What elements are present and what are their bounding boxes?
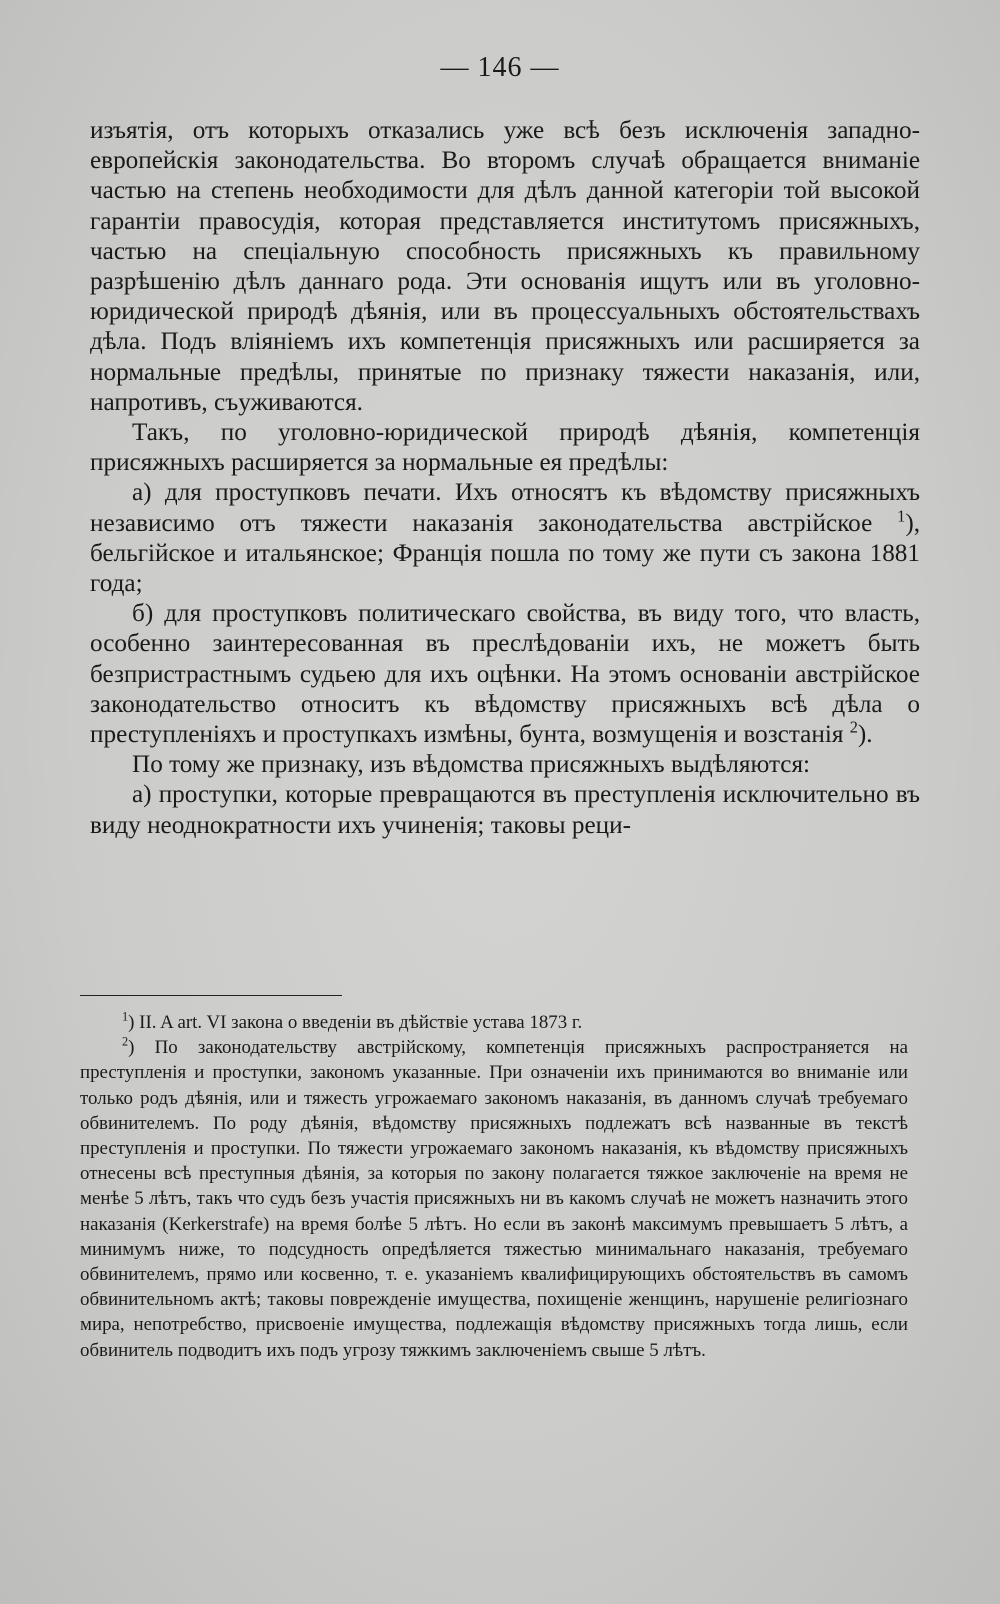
footnote-mark-1: 1 xyxy=(122,1009,129,1024)
paragraph-2: Такъ, по уголовно-юридической природѣ дѣянія, компетенція присяжныхъ расширяется за нормальные ея предѣлы: xyxy=(90,419,920,477)
paragraph-6: а) проступки, которые превращаются въ преступленія исключительно въ виду неоднократности ихъ учиненія; таковы реци- xyxy=(90,781,920,839)
footnote-ref-2: 2 xyxy=(849,717,858,737)
footnotes xyxy=(80,1010,908,1363)
main-text xyxy=(90,116,920,841)
footnote-mark-2: 2 xyxy=(122,1034,129,1049)
footnote-1: $^1$) II. A art. VI закона о введеніи въ дѣйствіе устава 1873 г. xyxy=(122,1009,583,1033)
paragraph-1: изъятія, отъ которыхъ отказались уже всѣ безъ исключенія западно-европейскія законодательства. Во второмъ случаѣ обращается вниманіе частью на степень необходимости для дѣлъ данной категоріи той высокой гарантіи правосудія, которая представляется институтомъ присяжныхъ, частью на спеціальную способность присяжныхъ къ правильному разрѣшенію дѣлъ даннаго рода. Эти основанія ищутъ или въ уголовно-юридической природѣ дѣянія, или въ процессуальныхъ обстоятельствахъ дѣла. Подъ вліяніемъ ихъ компетенція присяжныхъ или расширяется за нормальные предѣлы, принятые по признаку тяжести наказанія, или, напротивъ, съуживаются. xyxy=(90,117,920,416)
paragraph-4-tail: ). xyxy=(857,721,873,749)
footnote-1-text: II. A art. VI закона о введеніи въ дѣйствіе устава 1873 г. xyxy=(139,1012,583,1033)
paragraph-3 xyxy=(90,478,920,599)
page-number: — 146 — xyxy=(440,52,560,83)
footnote-separator xyxy=(80,995,342,996)
paragraph-3-tail: ), бельгійское и итальянское; Франція пошла по тому же пути съ закона 1881 года; xyxy=(90,509,920,598)
footnote-2: $^2$) По законодательству австрійскому, компетенція присяжныхъ распространяется на преступленія и проступки, закономъ указанные. При означеніи ихъ принимаются во вниманіе или только родъ дѣянія, или и тяжесть угрожаемаго закономъ наказанія, въ данномъ случаѣ требуемаго обвинителемъ. По роду дѣянія, вѣдомству присяжныхъ подлежатъ всѣ названные въ текстѣ преступленія и проступки. По тяжести угрожаемаго закономъ наказанія, къ вѣдомству присяжныхъ отнесены всѣ преступныя дѣянія, за которыя по закону полагается тяжкое заключеніе на время не менѣе 5 лѣтъ, такъ что судъ безъ участія присяжныхъ ни въ какомъ случаѣ не можетъ назначить этого наказанія (Kerkerstrafe) на время болѣе 5 лѣтъ. Но если въ законѣ максимумъ превышаетъ 5 лѣтъ, а минимумъ ниже, то подсудность опредѣляется тяжестью минимальнаго наказанія, требуемаго обвинителемъ, прямо или косвенно, т. е. указаніемъ квалифицирующихъ обстоятельствъ въ самомъ обвинительномъ актѣ; таковы поврежденіе имущества, похищеніе женщинъ, нарушеніе религіознаго мира, непотребство, присвоеніе имущества, подлежащія вѣдомству присяжныхъ тогда лишь, если обвинитель подводитъ ихъ подъ угрозу тяжкимъ заключеніемъ свыше 5 лѣтъ. xyxy=(80,1034,908,1361)
footnote-ref-1: 1 xyxy=(897,506,906,526)
paragraph-4 xyxy=(90,599,920,750)
paragraph-3-text: а) для проступковъ печати. Ихъ относятъ къ вѣдомству присяжныхъ независимо отъ тяжести наказанія законодательства австрійское xyxy=(90,479,920,537)
footnote-2-text: По законодательству австрійскому, компетенція присяжныхъ распространяется на преступленія и проступки, закономъ указанные. При означеніи ихъ принимаются во вниманіе или только родъ дѣянія, или и тяжесть угрожаемаго закономъ наказанія, въ данномъ случаѣ требуемаго обвинителемъ. По роду дѣянія, вѣдомству присяжныхъ подлежатъ всѣ названные въ текстѣ преступленія и проступки. По тяжести угрожаемаго закономъ наказанія, къ вѣдомству присяжныхъ отнесены всѣ преступныя дѣянія, за которыя по закону полагается тяжкое заключеніе на время не менѣе 5 лѣтъ, такъ что судъ безъ участія присяжныхъ ни въ какомъ случаѣ не можетъ назначить этого наказанія (Kerkerstrafe) на время болѣе 5 лѣтъ. Но если въ законѣ максимумъ превышаетъ 5 лѣтъ, а минимумъ ниже, то подсудность опредѣляется тяжестью минимальнаго наказанія, требуемаго обвинителемъ, прямо или косвенно, т. е. указаніемъ квалифицирующихъ обстоятельствъ въ самомъ обвинительномъ актѣ; таковы поврежденіе имущества, похищеніе женщинъ, нарушеніе религіознаго мира, непотребство, присвоеніе имущества, подлежащія вѣдомству присяжныхъ тогда лишь, если обвинитель подводитъ ихъ подъ угрозу тяжкимъ заключеніемъ свыше 5 лѣтъ. xyxy=(80,1037,908,1361)
paragraph-5: По тому же признаку, изъ вѣдомства присяжныхъ выдѣляются: xyxy=(132,751,811,779)
paragraph-4-text: б) для проступковъ политическаго свойства, въ виду того, что власть, особенно заинтересованная въ преслѣдованіи ихъ, не можетъ быть безпристрастнымъ судьею для ихъ оцѣнки. На этомъ основаніи австрійское законодательство относитъ къ вѣдомству присяжныхъ всѣ дѣла о преступленіяхъ и проступкахъ измѣны, бунта, возмущенія и возстанія xyxy=(90,600,920,749)
